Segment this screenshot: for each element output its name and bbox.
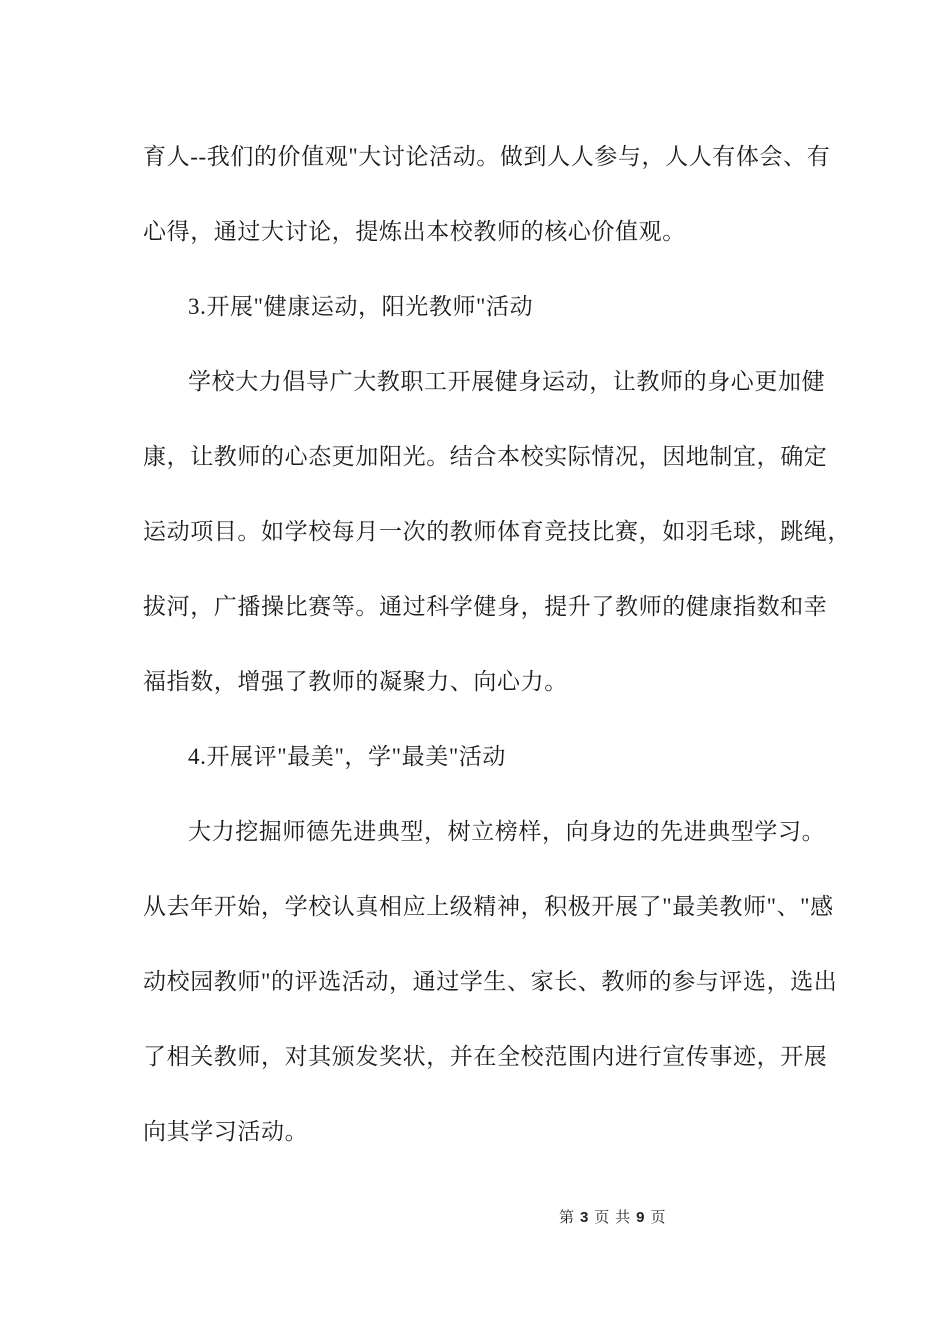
text-line: 心得，通过大讨论，提炼出本校教师的核心价值观。 (143, 219, 686, 244)
footer-total-pages: 9 (636, 1209, 646, 1226)
page-footer (559, 1206, 666, 1227)
text-line: 育人--我们的价值观"大讨论活动。做到人人参与，人人有体会、有 (143, 144, 831, 169)
text-line: 动校园教师"的评选活动，通过学生、家长、教师的参与评选，选出 (143, 969, 838, 994)
text-line: 拔河，广播操比赛等。通过科学健身，提升了教师的健康指数和幸 (143, 594, 828, 619)
footer-label-middle: 页 共 (594, 1210, 632, 1226)
footer-page-number: 3 (580, 1209, 590, 1226)
text-line: 从去年开始，学校认真相应上级精神，积极开展了"最美教师"、"感 (143, 894, 834, 919)
text-line: 康，让教师的心态更加阳光。结合本校实际情况，因地制宜，确定 (143, 444, 828, 469)
footer-label-suffix: 页 (650, 1210, 667, 1226)
text-line: 了相关教师，对其颁发奖状，并在全校范围内进行宣传事迹，开展 (143, 1044, 828, 1069)
text-line: 向其学习活动。 (143, 1119, 309, 1144)
text-line: 学校大力倡导广大教职工开展健身运动，让教师的身心更加健 (188, 369, 826, 394)
footer-label-prefix: 第 (559, 1210, 576, 1226)
text-line: 运动项目。如学校每月一次的教师体育竞技比赛，如羽毛球，跳绳， (143, 519, 851, 544)
text-line: 福指数，增强了教师的凝聚力、向心力。 (143, 669, 568, 694)
text-line: 4.开展评"最美"，学"最美"活动 (188, 744, 507, 769)
document-content (143, 119, 858, 1169)
text-line: 大力挖掘师德先进典型，树立榜样，向身边的先进典型学习。 (188, 819, 826, 844)
text-line: 3.开展"健康运动，阳光教师"活动 (188, 294, 534, 319)
